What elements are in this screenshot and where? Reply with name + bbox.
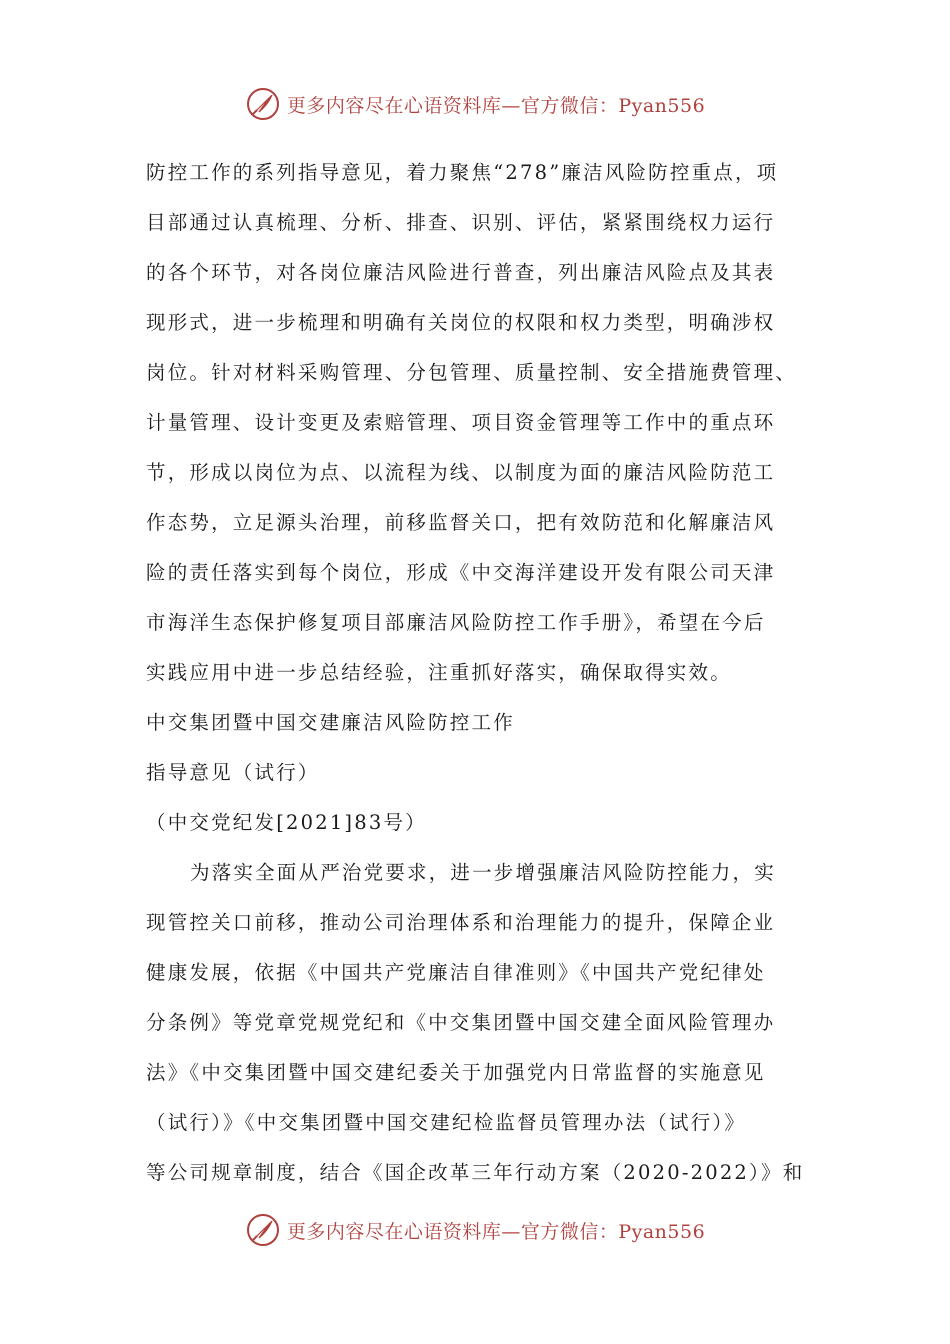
text-line: 法》《中交集团暨中国交建纪委关于加强党内日常监督的实施意见 bbox=[146, 1061, 766, 1084]
text-line: 作态势，立足源头治理，前移监督关口，把有效防范和化解廉洁风 bbox=[146, 511, 776, 534]
document-body bbox=[146, 148, 816, 1198]
text-line: （试行）》《中交集团暨中国交建纪检监督员管理办法（试行）》 bbox=[146, 1111, 747, 1134]
text-line: 实践应用中进一步总结经验，注重抓好落实，确保取得实效。 bbox=[146, 661, 732, 684]
watermark-text: 更多内容尽在心语资料库—官方微信：Pyan556 bbox=[286, 1220, 706, 1243]
watermark-text: 更多内容尽在心语资料库—官方微信：Pyan556 bbox=[286, 94, 706, 117]
text-line: 岗位。针对材料采购管理、分包管理、质量控制、安全措施费管理、 bbox=[146, 361, 798, 384]
quill-logo-icon bbox=[245, 1212, 281, 1248]
text-line: 健康发展，依据《中国共产党廉洁自律准则》《中国共产党纪律处 bbox=[146, 961, 766, 984]
text-line: 市海洋生态保护修复项目部廉洁风险防控工作手册》，希望在今后 bbox=[146, 611, 766, 634]
text-line: 节，形成以岗位为点、以流程为线、以制度为面的廉洁风险防范工 bbox=[146, 461, 776, 484]
header-watermark bbox=[0, 82, 950, 126]
section-title-line-1: 中交集团暨中国交建廉洁风险防控工作 bbox=[146, 711, 515, 734]
text-line: 目部通过认真梳理、分析、排查、识别、评估，紧紧围绕权力运行 bbox=[146, 211, 776, 234]
document-number: （中交党纪发[2021]83号） bbox=[146, 811, 427, 834]
section-title-line-2: 指导意见（试行） bbox=[146, 761, 320, 784]
paragraph-first-line: 为落实全面从严治党要求，进一步增强廉洁风险防控能力，实 bbox=[190, 861, 776, 884]
quill-logo-icon bbox=[245, 86, 281, 122]
text-line: 的各个环节，对各岗位廉洁风险进行普查，列出廉洁风险点及其表 bbox=[146, 261, 776, 284]
text-line: 分条例》等党章党规党纪和《中交集团暨中国交建全面风险管理办 bbox=[146, 1011, 776, 1034]
text-line: 等公司规章制度，结合《国企改革三年行动方案（2020-2022）》和 bbox=[146, 1161, 805, 1184]
text-line: 防控工作的系列指导意见，着力聚焦“278”廉洁风险防控重点，项 bbox=[146, 161, 779, 184]
footer-watermark bbox=[0, 1208, 950, 1252]
text-line: 现形式，进一步梳理和明确有关岗位的权限和权力类型，明确涉权 bbox=[146, 311, 776, 334]
text-line: 计量管理、设计变更及索赔管理、项目资金管理等工作中的重点环 bbox=[146, 411, 776, 434]
text-line: 险的责任落实到每个岗位，形成《中交海洋建设开发有限公司天津 bbox=[146, 561, 776, 584]
text-line: 现管控关口前移，推动公司治理体系和治理能力的提升，保障企业 bbox=[146, 911, 776, 934]
